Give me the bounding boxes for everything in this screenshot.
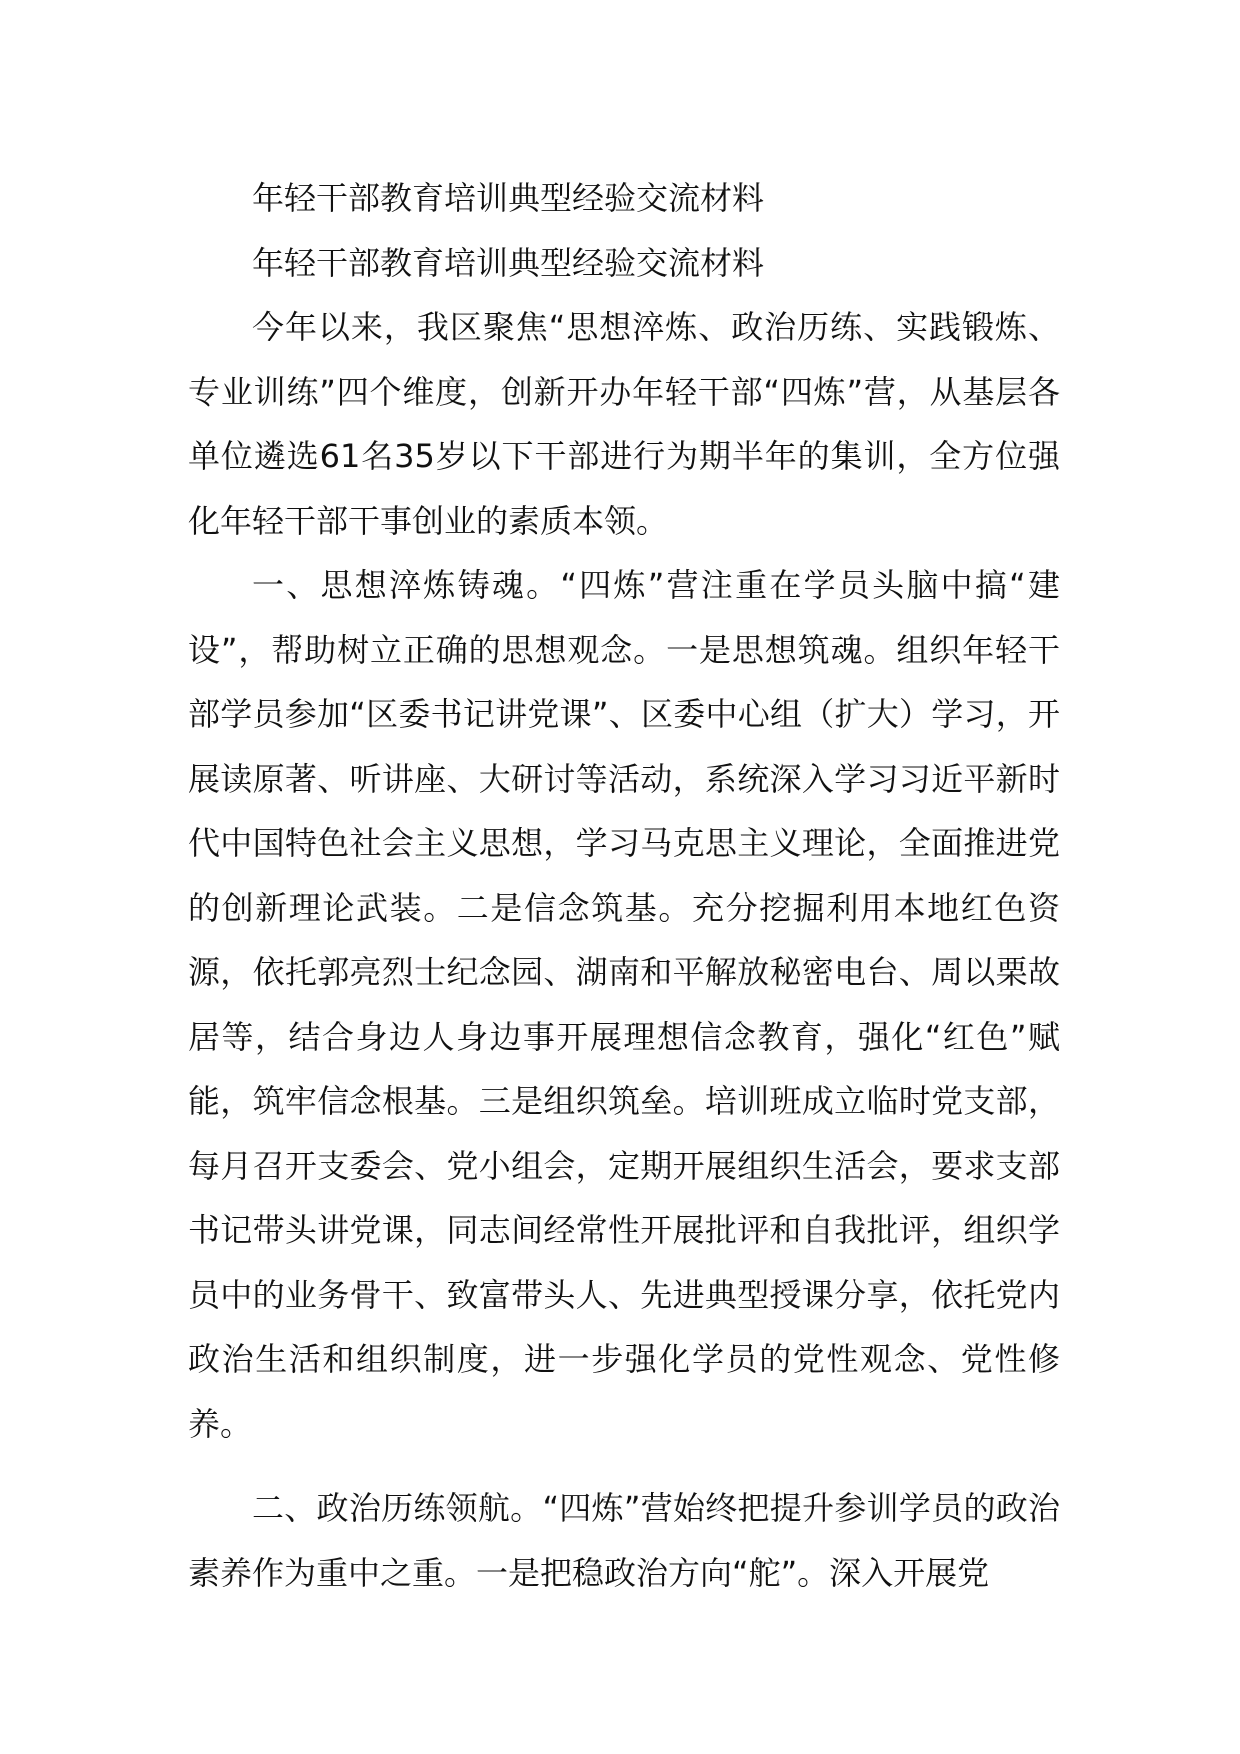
paragraph-section-1: 一、思想淬炼铸魂。“四炼”营注重在学员头脑中搞“建设”，帮助树立正确的思想观念。一是思想筑魂。组织年轻干部学员参加“区委书记讲党课”、区委中心组（扩大）学习，开展读原著、听讲座、大研讨等活动，系统深入学习习近平新时代中国特色社会主义思想，学习马克思主义理论，全面推进党的创新理论武装。二是信念筑基。充分挖掘利用本地红色资源，依托郭亮烈士纪念园、湖南和平解放秘密电台、周以栗故居等，结合身边人身边事开展理想信念教育，强化“红色”赋能，筑牢信念根基。三是组织筑垒。培训班成立临时党支部，每月召开支委会、党小组会，定期开展组织生活会，要求支部书记带头讲党课，同志间经常性开展批评和自我批评，组织学员中的业务骨干、致富带头人、先进典型授课分享，依托党内政治生活和组织制度，进一步强化学员的党性观念、党性修养。 — [188, 566, 1060, 1443]
document-title-repeat: 年轻干部教育培训典型经验交流材料 — [252, 243, 765, 282]
paragraph-intro: 今年以来，我区聚焦“思想淬炼、政治历练、实践锻炼、专业训练”四个维度，创新开办年轻干部“四炼”营，从基层各单位遴选61名35岁以下干部进行为期半年的集训，全方位强化年轻干部干事创业的素质本领。 — [188, 308, 1060, 540]
paragraph-section-2: 二、政治历练领航。“四炼”营始终把提升参训学员的政治素养作为重中之重。一是把稳政治方向“舵”。深入开展党 — [188, 1489, 1060, 1592]
document-title: 年轻干部教育培训典型经验交流材料 — [252, 179, 765, 217]
document-body — [188, 166, 1060, 1605]
